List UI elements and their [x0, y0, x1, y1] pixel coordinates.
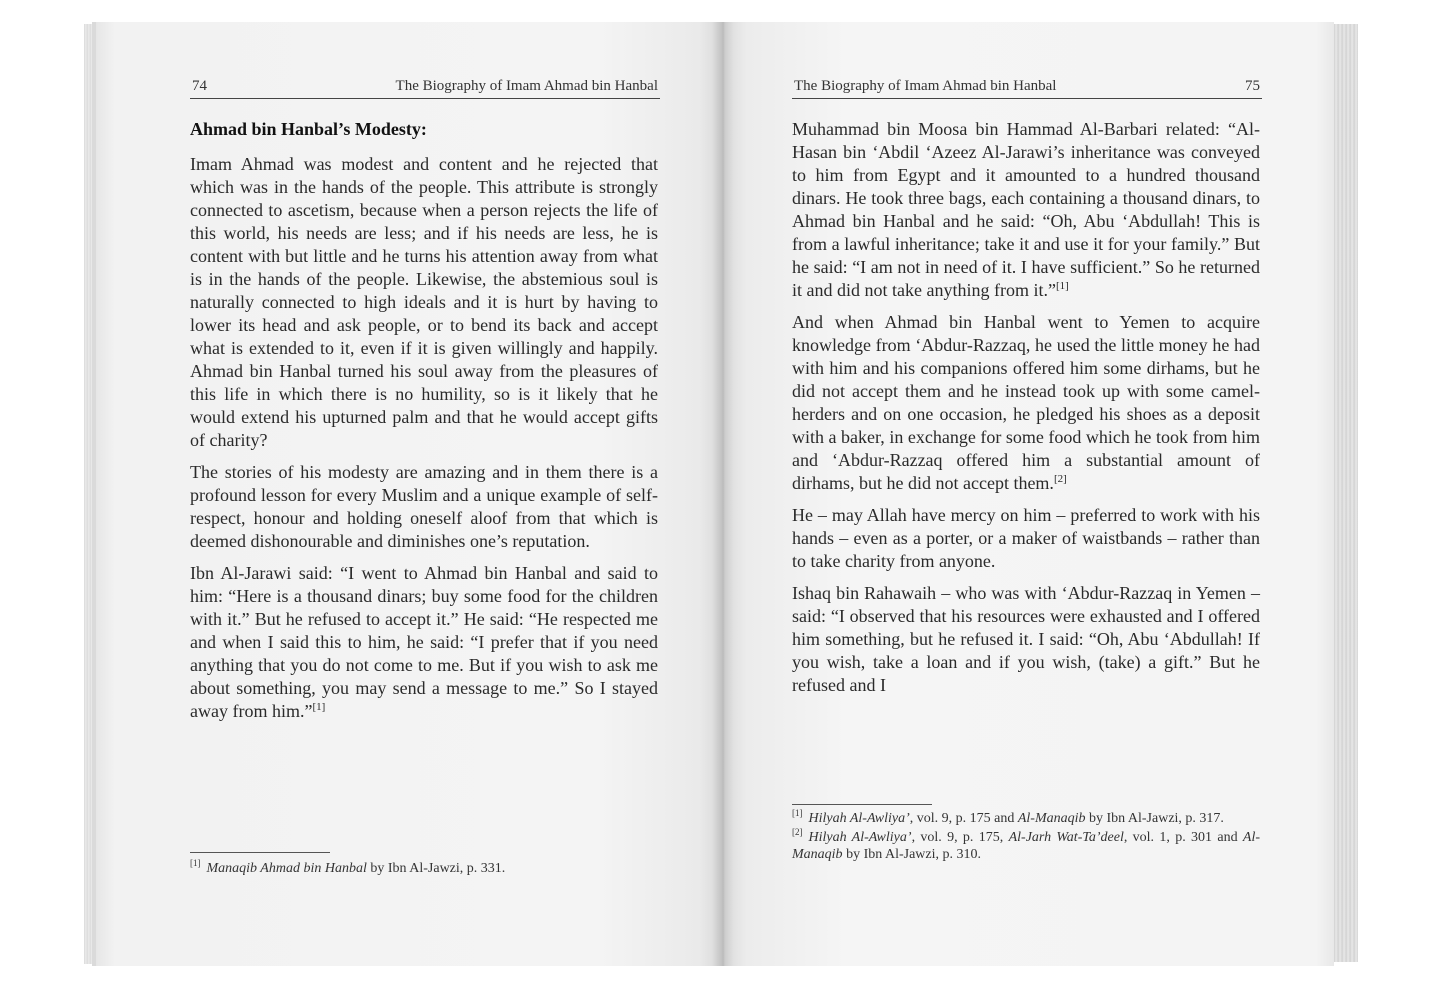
paragraph-text: And when Ahmad bin Hanbal went to Yemen to acquire knowledge from ‘Abdur-Razzaq, he used the little money he had with him and his companions offered him some dirhams, but he did not accept them and he instead took up with some camel-herders and on one occasion, he pledged his shoes as a deposit with a baker, in exchange for some food which he took from him and ‘Abdur-Razzaq offered him a substantial amount of dirhams, but he did not accept them. — [792, 312, 1260, 493]
running-title: The Biography of Imam Ahmad bin Hanbal — [794, 78, 1057, 94]
footnote — [792, 829, 1260, 863]
footnote-text: by Ibn Al-Jawzi, p. 317. — [1085, 811, 1224, 826]
footnote-text: , vol. 9, p. 175, — [911, 830, 1009, 845]
footnote-text: by Ibn Al-Jawzi, p. 331. — [366, 861, 506, 876]
footnote-title: Manaqib Ahmad bin Hanbal — [206, 861, 367, 876]
left-page-body — [190, 118, 658, 732]
right-page-header — [792, 76, 1262, 99]
paragraph-text: Ibn Al-Jarawi said: “I went to Ahmad bin Hanbal and said to him: “Here is a thousand dinars; buy some food for the children with it.” But he refused to accept it.” He said: “He respected me and when I said this to him, he said: “I prefer that if you need anything that you do not come to me. But if you wish to ask me about something, you may send a message to me.” So I stayed away from him.” — [190, 563, 658, 721]
right-footnotes — [792, 810, 1260, 865]
running-title: The Biography of Imam Ahmad bin Hanbal — [395, 78, 658, 94]
right-page — [722, 22, 1334, 966]
paragraph: Imam Ahmad was modest and content and he rejected that which was in the hands of the people. This attribute is strongly connected to ascetism, because when a person rejects the life of this world, his needs are less; and if his needs are less, he is content with but little and he turns his attention away from what is in the hands of the people. Likewise, the abstemious soul is naturally connected to high ideals and it is hurt by having to lower its head and ask people, or to bend its back and accept what is extended to it, even if it is given willingly and happily. Ahmad bin Hanbal turned his soul away from the pleasures of this life in which there is no humility, so is it likely that he would extend his upturned palm and that he would accept gifts of charity? — [190, 154, 658, 450]
paragraph: He – may Allah have mercy on him – preferred to work with his hands – even as a porter, or a maker of waistbands – rather than to take charity from anyone. — [792, 505, 1260, 571]
footnote-title: Al-Manaqib — [1017, 811, 1086, 826]
footnote-reference: [1] — [312, 701, 326, 713]
footnote-rule — [190, 852, 330, 853]
footnote-marker: [1] — [190, 858, 201, 869]
paragraph: Ishaq bin Rahawaih – who was with ‘Abdur-Razzaq in Yemen – said: “I observed that his resources were exhausted and I offered him something, but he refused it. I said: “Oh, Abu ‘Abdullah! If you wish, take a loan and if you wish, (take) a gift.” But he refused and I — [792, 583, 1260, 695]
left-footnotes — [190, 860, 658, 879]
paragraph: The stories of his modesty are amazing and in them there is a profound lesson for every Muslim and a unique example of self-respect, honour and holding oneself aloof from that which is deemed dishonourable and diminishes one’s reputation. — [190, 462, 658, 551]
section-heading: Ahmad bin Hanbal’s Modesty: — [190, 119, 427, 139]
footnote-marker: [1] — [792, 808, 803, 819]
left-page — [92, 22, 724, 966]
page-number: 74 — [192, 78, 207, 94]
footnote-reference: [2] — [1053, 473, 1067, 485]
right-page-edge — [1334, 24, 1358, 962]
footnote-title: Hilyah Al-Awliya’ — [808, 811, 910, 826]
footnote — [792, 810, 1260, 827]
page-number: 75 — [1245, 78, 1260, 94]
footnote — [190, 860, 658, 877]
footnote-reference: [1] — [1055, 280, 1069, 292]
book-spine-shadow — [712, 22, 734, 966]
paragraph-text: Muhammad bin Moosa bin Hammad Al-Barbari related: “Al-Hasan bin ‘Abdil ‘Azeez Al-Jarawi’s inheritance was conveyed to him from Egypt and it amounted to a hundred thousand dinars. He took three bags, each containing a thousand dinars, to Ahmad bin Hanbal and he said: “Oh, Abu ‘Abdullah! This is from a lawful inheritance; take it and use it for your family.” But he said: “I am not in need of it. I have sufficient.” So he returned it and did not take anything from it.” — [792, 119, 1260, 300]
paragraph — [190, 562, 658, 723]
footnote-title: Al-Jarh Wat-Ta’deel — [1008, 830, 1124, 845]
footnote-rule — [792, 804, 932, 805]
right-page-body — [792, 118, 1260, 706]
footnote-marker: [2] — [792, 827, 803, 838]
footnote-text: by Ibn Al-Jawzi, p. 310. — [842, 847, 981, 862]
footnote-text: , vol. 1, p. 301 and — [1123, 830, 1243, 845]
footnote-title: Al-Manaqib — [792, 830, 1261, 862]
paragraph — [792, 118, 1260, 302]
left-page-header — [190, 76, 660, 99]
paragraph — [792, 311, 1260, 495]
footnote-text: , vol. 9, p. 175 and — [909, 811, 1018, 826]
footnote-title: Hilyah Al-Awliya’ — [808, 830, 912, 845]
